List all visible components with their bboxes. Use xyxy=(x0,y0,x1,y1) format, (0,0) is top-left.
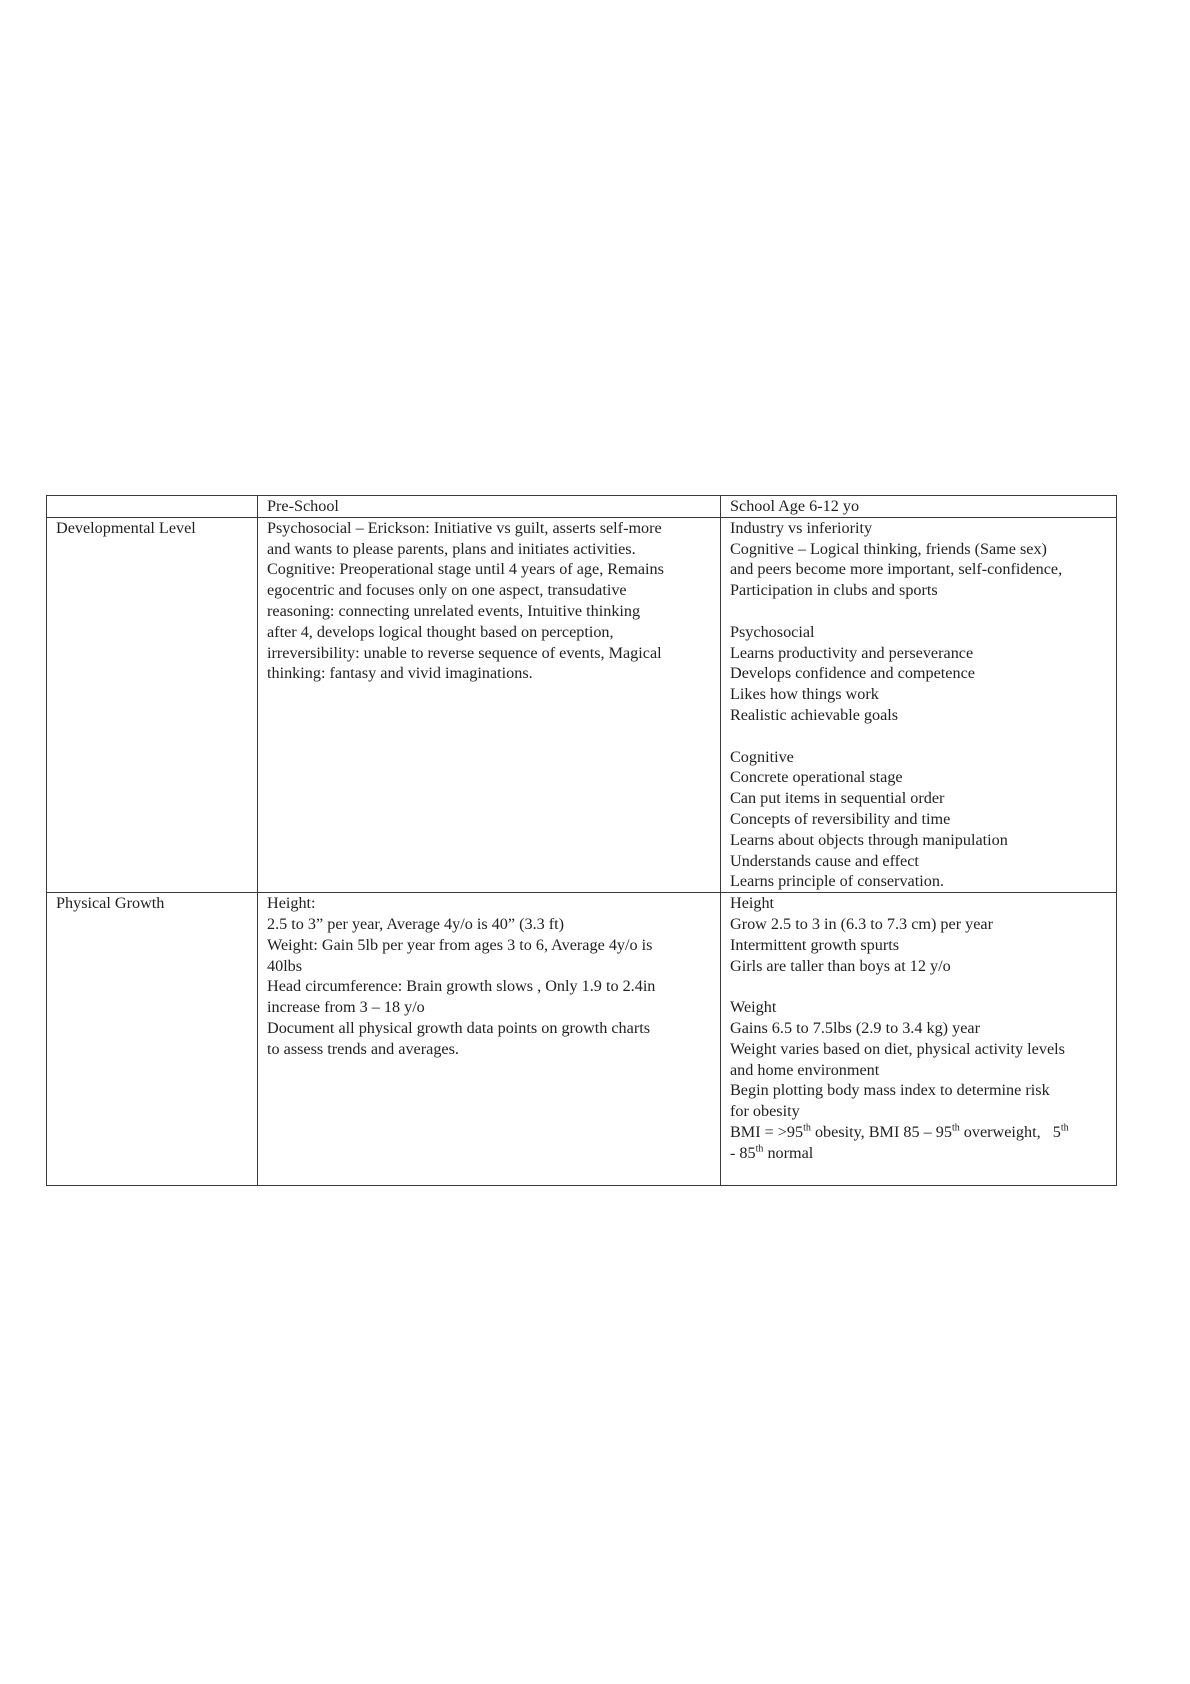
text-line: after 4, develops logical thought based on perception, xyxy=(267,622,614,641)
text-line: Girls are taller than boys at 12 y/o xyxy=(730,956,951,975)
bmi-text: BMI = >95 xyxy=(730,1122,804,1141)
text-line: egocentric and focuses only on one aspect, transudative xyxy=(267,581,627,600)
text-line: Gains 6.5 to 7.5lbs (2.9 to 3.4 kg) year xyxy=(730,1018,980,1037)
text-line: Learns about objects through manipulation xyxy=(730,830,1008,849)
bmi-text: normal xyxy=(763,1143,814,1162)
text-line: 2.5 to 3” per year, Average 4y/o is 40” (3.3 ft) xyxy=(267,914,565,933)
text-line: Likes how things work xyxy=(730,685,879,704)
text-line: Can put items in sequential order xyxy=(730,789,945,808)
text-line: Participation in clubs and sports xyxy=(730,581,938,600)
text-line: Industry vs inferiority xyxy=(730,518,873,537)
section-heading-weight: Weight xyxy=(730,998,777,1017)
text-line: and home environment xyxy=(730,1060,880,1079)
text-line: Weight: Gain 5lb per year from ages 3 to 6, Average 4y/o is xyxy=(267,935,653,954)
text-line: Learns productivity and perseverance xyxy=(730,643,974,662)
paragraph-gap xyxy=(730,726,1107,747)
text-line: Psychosocial – Erickson: Initiative vs guilt, asserts self-more xyxy=(267,518,662,537)
cell-preschool-physical xyxy=(258,893,721,1186)
text-line: and wants to please parents, plans and initiates activities. xyxy=(267,539,636,558)
ordinal-suffix: th xyxy=(1060,1122,1069,1134)
ordinal-suffix: th xyxy=(803,1122,811,1134)
section-heading-psychosocial: Psychosocial xyxy=(730,622,815,641)
text-line: Weight varies based on diet, physical activity levels xyxy=(730,1039,1065,1058)
paragraph-gap xyxy=(730,601,1107,622)
growth-development-table xyxy=(46,495,1117,1186)
bmi-text: - 85 xyxy=(730,1143,756,1162)
text-line: irreversibility: unable to reverse sequence of events, Magical xyxy=(267,643,662,662)
table-row-developmental-level xyxy=(47,517,1117,892)
text-line: Realistic achievable goals xyxy=(730,705,899,724)
row-label-developmental-level: Developmental Level xyxy=(47,517,258,892)
text-line: Height: xyxy=(267,894,316,913)
text-line: to assess trends and averages. xyxy=(267,1039,459,1058)
text-line: Concepts of reversibility and time xyxy=(730,809,951,828)
text-line: Cognitive – Logical thinking, friends (Same sex) xyxy=(730,539,1047,558)
text-line: Head circumference: Brain growth slows , Only 1.9 to 2.4in xyxy=(267,977,656,996)
bmi-text: obesity, BMI 85 – 95 xyxy=(810,1122,952,1141)
bmi-line xyxy=(730,1122,1107,1143)
text-line: increase from 3 – 18 y/o xyxy=(267,998,425,1017)
bmi-line-continued xyxy=(730,1143,1107,1164)
table-row-physical-growth xyxy=(47,893,1117,1186)
text-line: Develops confidence and competence xyxy=(730,664,975,683)
cell-preschool-developmental xyxy=(258,517,721,892)
text-line: Concrete operational stage xyxy=(730,768,903,787)
table-header-row xyxy=(47,496,1117,518)
text-line: Understands cause and effect xyxy=(730,851,919,870)
text-line: reasoning: connecting unrelated events, Intuitive thinking xyxy=(267,601,641,620)
text-line: Learns principle of conservation. xyxy=(730,872,944,891)
bmi-text: overweight, 5 xyxy=(959,1122,1061,1141)
cell-school-age-physical xyxy=(721,893,1117,1186)
section-heading-height: Height xyxy=(730,894,775,913)
text-line: thinking: fantasy and vivid imaginations. xyxy=(267,664,533,683)
text-line: Document all physical growth data points on growth charts xyxy=(267,1018,651,1037)
section-heading-cognitive: Cognitive xyxy=(730,747,794,766)
text-line: Cognitive: Preoperational stage until 4 years of age, Remains xyxy=(267,560,664,579)
ordinal-suffix: th xyxy=(951,1122,960,1134)
text-line: for obesity xyxy=(730,1102,800,1121)
cell-school-age-developmental xyxy=(721,517,1117,892)
header-cell-empty xyxy=(47,496,258,518)
text-line: Begin plotting body mass index to determine risk xyxy=(730,1081,1050,1100)
ordinal-suffix: th xyxy=(755,1143,764,1155)
text-line: Grow 2.5 to 3 in (6.3 to 7.3 cm) per year xyxy=(730,914,993,933)
text-line: 40lbs xyxy=(267,956,303,975)
header-cell-school-age: School Age 6-12 yo xyxy=(721,496,1117,518)
paragraph-gap xyxy=(730,976,1107,997)
row-label-physical-growth: Physical Growth xyxy=(47,893,258,1186)
text-line: Intermittent growth spurts xyxy=(730,935,900,954)
header-cell-preschool: Pre-School xyxy=(258,496,721,518)
text-line: and peers become more important, self-confidence, xyxy=(730,560,1063,579)
